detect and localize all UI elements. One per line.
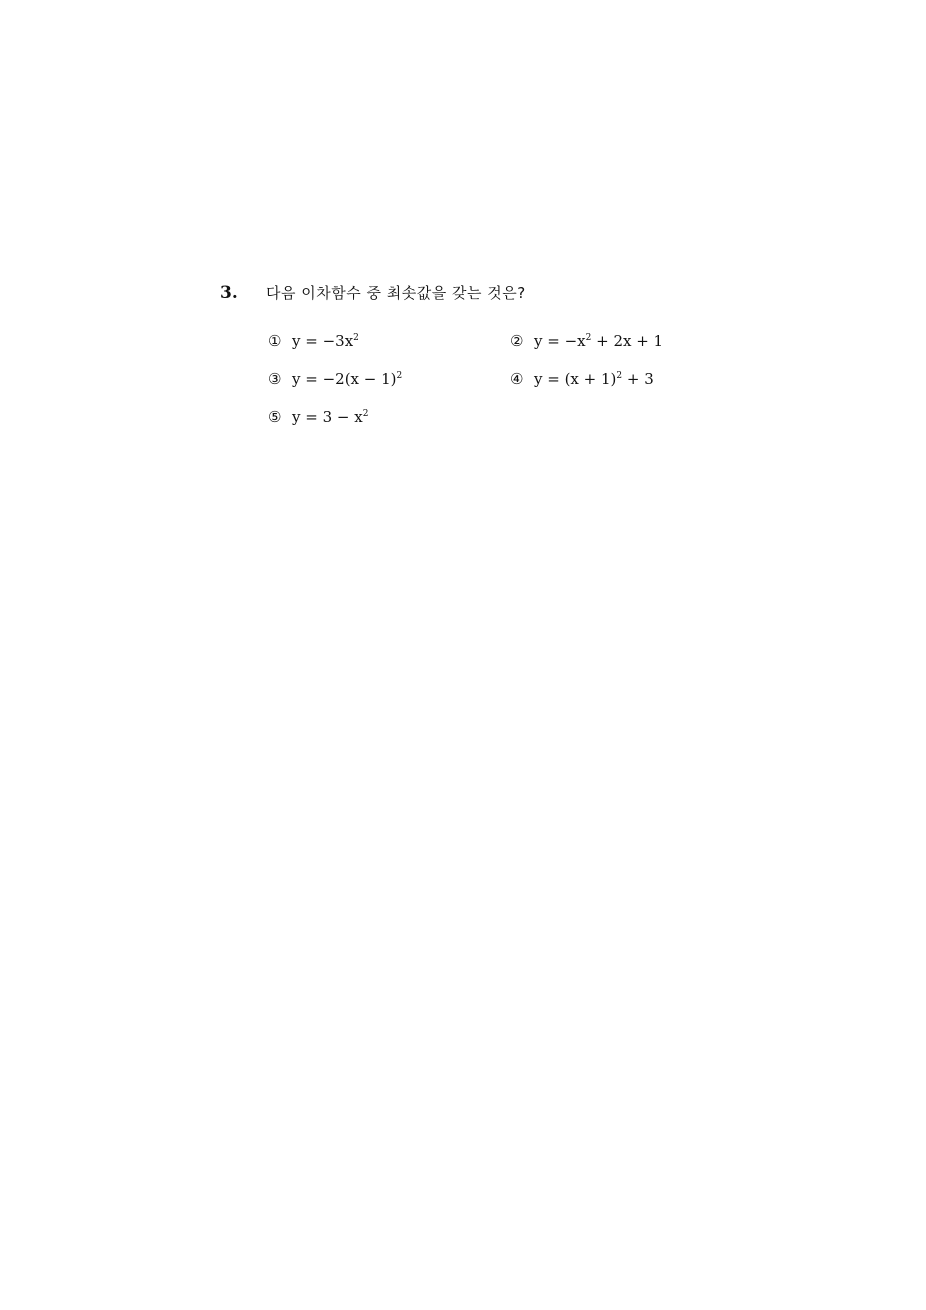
expr-base: y = (x + 1) (534, 370, 617, 388)
choice-list (268, 332, 718, 427)
choice-1[interactable] (268, 332, 510, 351)
choice-5[interactable] (268, 408, 510, 427)
expr-exponent: 2 (585, 333, 592, 343)
choice-expression (292, 370, 402, 388)
choice-expression (292, 332, 359, 350)
question-block (220, 282, 720, 426)
question-header (220, 282, 720, 310)
expr-base: y = −x (534, 332, 586, 350)
expr-exponent: 2 (396, 371, 403, 381)
expr-base: y = −2(x − 1) (292, 370, 397, 388)
choice-marker: ⑤ (268, 408, 282, 426)
expr-rest: + 2x + 1 (591, 332, 664, 350)
expr-exponent: 2 (353, 333, 359, 343)
question-number: 3. (220, 283, 238, 303)
choice-marker: ② (510, 332, 524, 350)
expr-exponent: 2 (616, 371, 623, 381)
choice-marker: ③ (268, 370, 282, 388)
choice-3[interactable] (268, 370, 510, 389)
choice-2[interactable] (510, 332, 718, 351)
choice-4[interactable] (510, 370, 718, 389)
choice-marker: ④ (510, 370, 524, 388)
expr-base: y = 3 − x (292, 408, 363, 426)
choice-marker: ① (268, 332, 282, 350)
choice-expression (534, 370, 654, 388)
question-text: 다음 이차함수 중 최솟값을 갖는 것은? (266, 284, 526, 302)
choice-expression (534, 332, 663, 350)
expr-rest: + 3 (622, 370, 654, 388)
choice-expression (292, 408, 368, 426)
expr-exponent: 2 (362, 409, 369, 419)
expr-base: y = −3x (292, 332, 354, 350)
